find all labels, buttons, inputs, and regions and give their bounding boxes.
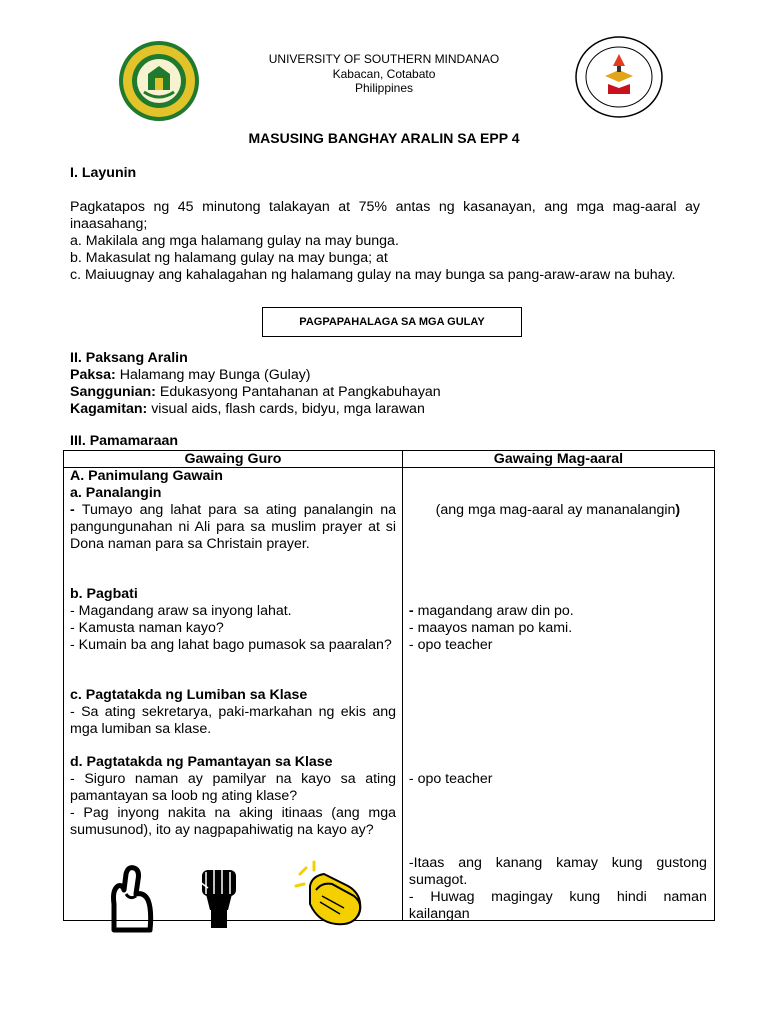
- sanggunian-line: [70, 384, 700, 401]
- layunin-item-c: c. Maiuugnay ang kahalagahan ng halamang gulay na may bunga sa pang-araw-araw na buhay.: [70, 267, 676, 283]
- university-country: Philippines: [354, 81, 414, 95]
- table-header-row: [64, 451, 715, 468]
- clapping-hands-icon: [292, 856, 368, 928]
- pamamaraan-heading: III. Pamamaraan: [70, 433, 179, 449]
- pagbati-line-1: - Magandang araw sa inyong lahat.: [70, 603, 292, 619]
- university-name: UNIVERSITY OF SOUTHERN MINDANAO: [268, 52, 500, 66]
- pagbati-line-2: - Kamusta naman kayo?: [70, 620, 224, 636]
- kagamitan-value: visual aids, flash cards, bidyu, mga larawan: [147, 401, 425, 417]
- table-row: [64, 468, 715, 921]
- magaaral-cell: [402, 468, 714, 921]
- panalangin-response-paren: ): [675, 502, 681, 518]
- pamantayan-line-2: - Pag inyong nakita na aking itinaas (ang mga sumusunod), ito ay nagpapahiwatig na kayo ay?: [70, 805, 396, 838]
- guro-cell: [64, 468, 403, 921]
- pagbati-response-3: - opo teacher: [408, 637, 493, 653]
- pamantayan-heading: d. Pagtatakda ng Pamantayan sa Klase: [70, 754, 333, 770]
- pagbati-heading: b. Pagbati: [70, 586, 138, 602]
- sanggunian-label: Sanggunian:: [70, 384, 156, 400]
- panalangin-heading: a. Panalangin: [70, 485, 162, 501]
- pamantayan-line-1: - Siguro naman ay pamilyar na kayo sa ating pamantayan sa loob ng ating klase?: [70, 771, 396, 804]
- pagbati-response-1: [409, 603, 707, 620]
- pagbati-response-2: - maayos naman po kami.: [408, 620, 573, 636]
- panalangin-response: [409, 502, 707, 519]
- lumiban-heading: c. Pagtatakda ng Lumiban sa Klase: [70, 687, 308, 703]
- kagamitan-line: [70, 401, 700, 418]
- raised-fist-icon: [196, 864, 242, 930]
- pagbati-response-dash: -: [408, 603, 418, 619]
- pamamaraan-table: [63, 450, 715, 921]
- layunin-item-a: a. Makilala ang mga halamang gulay na may bunga.: [70, 233, 399, 249]
- col-header-guro: Gawaing Guro: [64, 451, 403, 468]
- panalangin-body: Tumayo ang lahat para sa ating panalangin na pangungunahan ni Ali para sa muslim prayer at si Dona naman para sa Christain prayer.: [70, 502, 396, 552]
- pagbati-response-1-text: magandang araw din po.: [417, 603, 574, 619]
- pamantayan-response-3: - Huwag magingay kung hindi naman kailangan: [408, 889, 707, 922]
- kagamitan-label: Kagamitan:: [70, 401, 148, 417]
- paksa-label: Paksa:: [70, 367, 116, 383]
- layunin-heading: I. Layunin: [70, 165, 137, 181]
- raised-hand-icon: [100, 864, 164, 934]
- pamantayan-response-1: - opo teacher: [408, 771, 493, 787]
- paksa-line: [70, 367, 700, 384]
- col-header-magaaral: Gawaing Mag-aaral: [402, 451, 714, 468]
- layunin-intro: Pagkatapos ng 45 minutong talakayan at 75% antas ng kasanayan, ang mga mag-aaral ay inaasahang;: [70, 199, 700, 232]
- layunin-item-b: b. Makasulat ng halamang gulay na may bunga; at: [70, 250, 388, 266]
- panimulang-heading: A. Panimulang Gawain: [70, 468, 223, 484]
- paksang-aralin-heading: II. Paksang Aralin: [70, 350, 188, 366]
- document-title: MASUSING BANGHAY ARALIN SA EPP 4: [248, 130, 520, 146]
- sanggunian-value: Edukasyong Pantahanan at Pangkabuhayan: [155, 384, 441, 400]
- panalangin-dash: -: [70, 502, 82, 518]
- pagbati-line-3: - Kumain ba ang lahat bago pumasok sa paaralan?: [70, 637, 392, 653]
- panalangin-response-text: (ang mga mag-aaral ay mananalangin: [435, 502, 676, 518]
- paksa-value: Halamang may Bunga (Gulay): [115, 367, 311, 383]
- lumiban-text: - Sa ating sekretarya, paki-markahan ng ekis ang mga lumiban sa klase.: [70, 704, 396, 737]
- boxed-topic-title: PAGPAPAHALAGA SA MGA GULAY: [262, 307, 522, 337]
- university-location: Kabacan, Cotabato: [332, 67, 436, 81]
- panalangin-text: [70, 502, 396, 553]
- pamantayan-response-2: -Itaas ang kanang kamay kung gustong sumagot.: [408, 855, 707, 888]
